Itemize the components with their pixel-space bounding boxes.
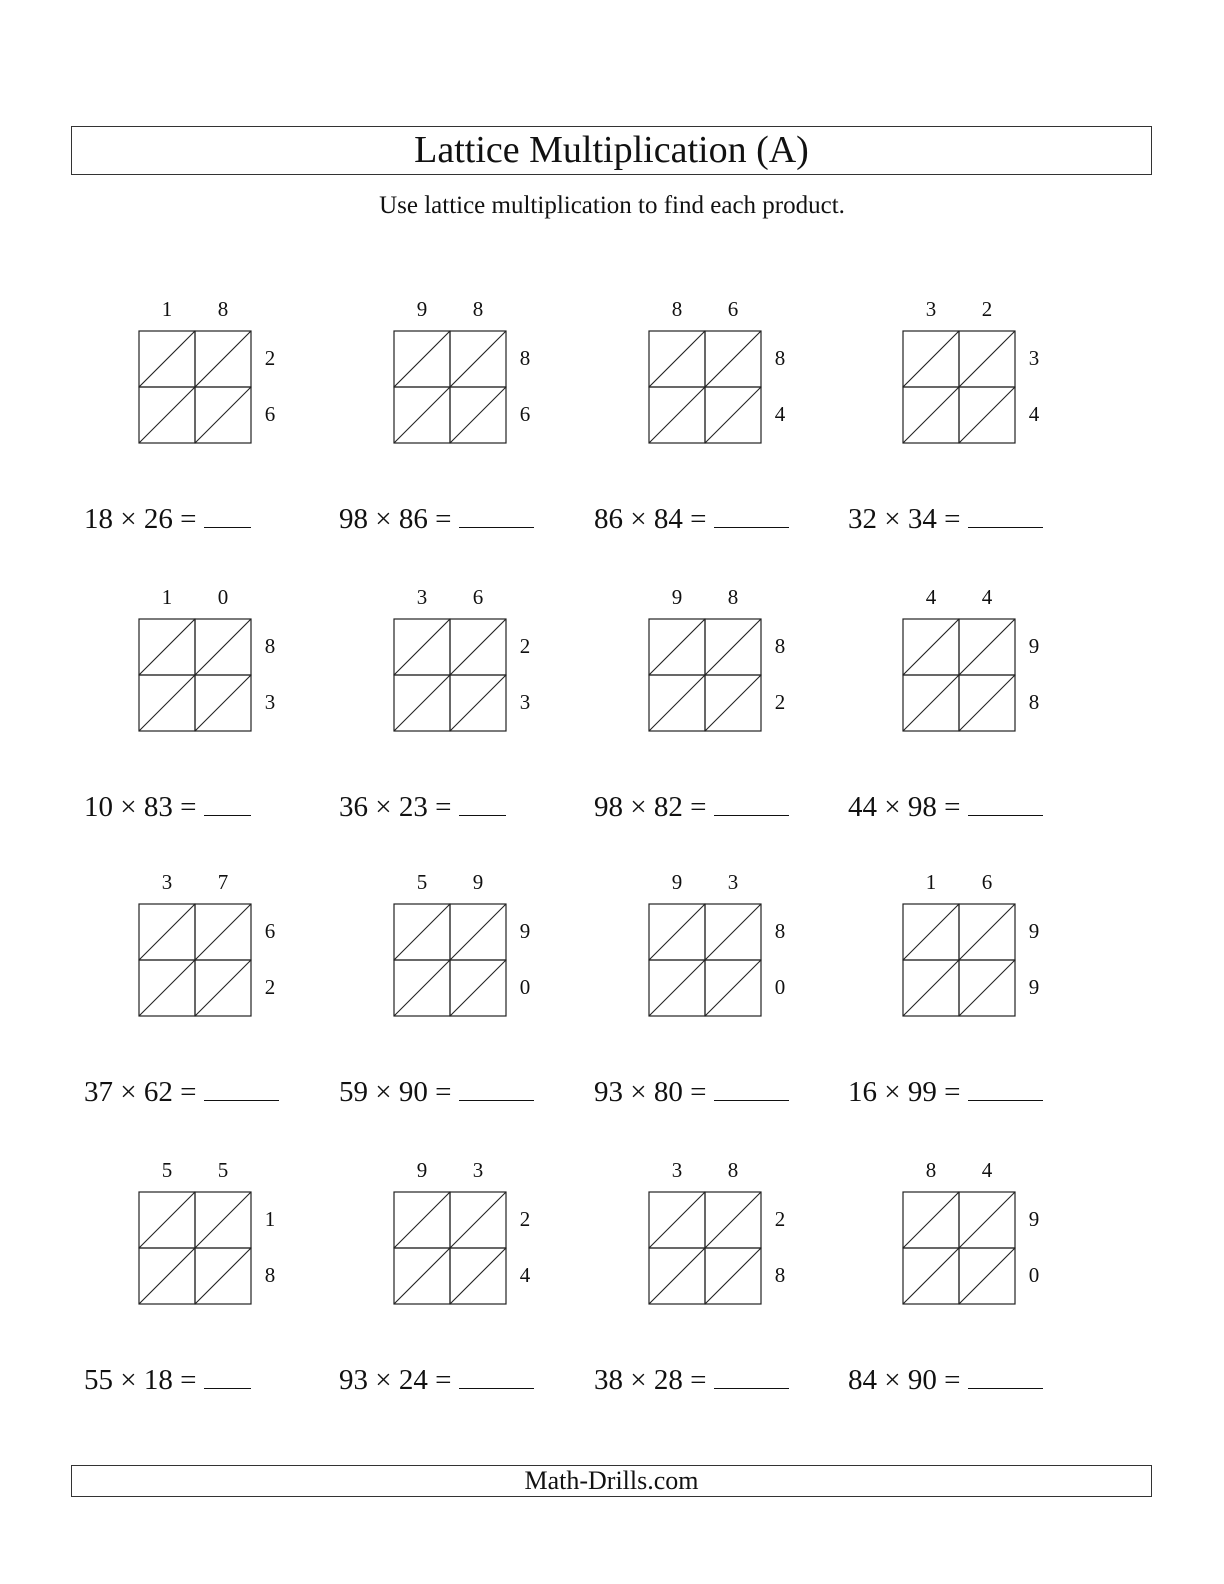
side-digit: 9 <box>1028 634 1040 658</box>
lattice-diagonal <box>450 960 506 1016</box>
lattice-diagonal <box>649 331 705 387</box>
worksheet-instructions: Use lattice multiplication to find each product. <box>379 192 845 219</box>
lattice-diagonal <box>394 1192 450 1248</box>
equation <box>339 501 534 535</box>
equation-text: 18 × 26 = <box>84 503 204 535</box>
answer-blank[interactable] <box>204 1362 251 1389</box>
side-digit: 0 <box>1028 1263 1040 1287</box>
answer-blank[interactable] <box>204 501 251 528</box>
lattice-diagonal <box>139 960 195 1016</box>
side-digit: 8 <box>774 919 786 943</box>
lattice-diagonal <box>450 1248 506 1304</box>
top-digit: 6 <box>981 870 993 894</box>
lattice-diagonal <box>649 675 705 731</box>
top-digit: 0 <box>217 585 229 609</box>
lattice-diagonal <box>394 960 450 1016</box>
top-digit: 9 <box>416 297 428 321</box>
lattice-diagonal <box>959 1192 1015 1248</box>
lattice-grid[interactable] <box>902 1191 1016 1305</box>
side-digit: 8 <box>1028 690 1040 714</box>
top-digit: 8 <box>727 1158 739 1182</box>
lattice-diagonal <box>450 619 506 675</box>
lattice-diagonal <box>649 619 705 675</box>
lattice-diagonal <box>903 675 959 731</box>
lattice-grid[interactable] <box>138 618 252 732</box>
lattice-grid[interactable] <box>648 618 762 732</box>
answer-blank[interactable] <box>968 1074 1043 1101</box>
lattice-diagonal <box>195 960 251 1016</box>
lattice-grid[interactable] <box>648 903 762 1017</box>
worksheet-title: Lattice Multiplication (A) <box>414 129 809 171</box>
equation-text: 37 × 62 = <box>84 1076 204 1108</box>
equation-text: 59 × 90 = <box>339 1076 459 1108</box>
lattice-diagonal <box>959 1248 1015 1304</box>
top-digit: 9 <box>671 585 683 609</box>
top-digit: 6 <box>472 585 484 609</box>
top-digit: 3 <box>416 585 428 609</box>
lattice-grid[interactable] <box>393 330 507 444</box>
top-digit: 9 <box>671 870 683 894</box>
top-digit: 8 <box>217 297 229 321</box>
lattice-diagonal <box>139 331 195 387</box>
lattice-diagonal <box>195 619 251 675</box>
top-digit: 8 <box>472 297 484 321</box>
lattice-diagonal <box>450 904 506 960</box>
side-digit: 2 <box>519 1207 531 1231</box>
lattice-diagonal <box>903 1192 959 1248</box>
equation-text: 84 × 90 = <box>848 1364 968 1396</box>
equation <box>848 501 1043 535</box>
equation-text: 98 × 86 = <box>339 503 459 535</box>
answer-blank[interactable] <box>459 1362 534 1389</box>
side-digit: 8 <box>519 346 531 370</box>
side-digit: 3 <box>264 690 276 714</box>
equation <box>84 789 251 823</box>
side-digit: 9 <box>519 919 531 943</box>
side-digit: 4 <box>774 402 786 426</box>
lattice-diagonal <box>139 904 195 960</box>
equation <box>848 1074 1043 1108</box>
top-digit: 6 <box>727 297 739 321</box>
side-digit: 8 <box>774 1263 786 1287</box>
answer-blank[interactable] <box>968 1362 1043 1389</box>
top-digit: 1 <box>925 870 937 894</box>
lattice-grid[interactable] <box>138 1191 252 1305</box>
lattice-diagonal <box>394 619 450 675</box>
top-digit: 3 <box>671 1158 683 1182</box>
side-digit: 2 <box>774 690 786 714</box>
top-digit: 1 <box>161 585 173 609</box>
lattice-diagonal <box>649 1192 705 1248</box>
side-digit: 8 <box>264 634 276 658</box>
lattice-diagonal <box>450 331 506 387</box>
lattice-diagonal <box>903 387 959 443</box>
equation <box>594 1362 789 1396</box>
top-digit: 3 <box>472 1158 484 1182</box>
lattice-diagonal <box>705 960 761 1016</box>
side-digit: 2 <box>774 1207 786 1231</box>
answer-blank[interactable] <box>204 1074 279 1101</box>
lattice-diagonal <box>705 904 761 960</box>
side-digit: 4 <box>519 1263 531 1287</box>
lattice-diagonal <box>195 904 251 960</box>
side-digit: 0 <box>519 975 531 999</box>
lattice-diagonal <box>394 1248 450 1304</box>
lattice-diagonal <box>450 675 506 731</box>
equation-text: 93 × 24 = <box>339 1364 459 1396</box>
lattice-diagonal <box>394 387 450 443</box>
top-digit: 3 <box>925 297 937 321</box>
lattice-diagonal <box>195 1248 251 1304</box>
equation <box>84 501 251 535</box>
lattice-diagonal <box>139 1192 195 1248</box>
lattice-diagonal <box>139 619 195 675</box>
equation-text: 36 × 23 = <box>339 791 459 823</box>
lattice-grid[interactable] <box>138 330 252 444</box>
equation <box>848 1362 1043 1396</box>
lattice-diagonal <box>959 904 1015 960</box>
worksheet-title-box <box>71 126 1152 175</box>
lattice-grid[interactable] <box>393 1191 507 1305</box>
equation-text: 93 × 80 = <box>594 1076 714 1108</box>
answer-blank[interactable] <box>714 1074 789 1101</box>
equation <box>594 1074 789 1108</box>
lattice-grid[interactable] <box>902 618 1016 732</box>
equation-text: 16 × 99 = <box>848 1076 968 1108</box>
side-digit: 9 <box>1028 1207 1040 1231</box>
top-digit: 5 <box>416 870 428 894</box>
lattice-diagonal <box>649 387 705 443</box>
side-digit: 1 <box>264 1207 276 1231</box>
equation <box>848 789 1043 823</box>
answer-blank[interactable] <box>714 1362 789 1389</box>
side-digit: 8 <box>774 346 786 370</box>
side-digit: 9 <box>1028 919 1040 943</box>
lattice-diagonal <box>959 619 1015 675</box>
lattice-diagonal <box>903 331 959 387</box>
top-digit: 5 <box>217 1158 229 1182</box>
lattice-grid[interactable] <box>393 903 507 1017</box>
side-digit: 8 <box>264 1263 276 1287</box>
side-digit: 2 <box>519 634 531 658</box>
lattice-diagonal <box>705 331 761 387</box>
lattice-diagonal <box>705 619 761 675</box>
top-digit: 8 <box>727 585 739 609</box>
equation <box>594 501 789 535</box>
top-digit: 7 <box>217 870 229 894</box>
side-digit: 3 <box>1028 346 1040 370</box>
side-digit: 2 <box>264 346 276 370</box>
lattice-diagonal <box>903 1248 959 1304</box>
lattice-grid[interactable] <box>902 330 1016 444</box>
top-digit: 8 <box>925 1158 937 1182</box>
answer-blank[interactable] <box>714 501 789 528</box>
equation-text: 55 × 18 = <box>84 1364 204 1396</box>
lattice-diagonal <box>959 331 1015 387</box>
answer-blank[interactable] <box>459 501 534 528</box>
equation <box>339 1362 534 1396</box>
side-digit: 6 <box>264 919 276 943</box>
lattice-grid[interactable] <box>902 903 1016 1017</box>
equation-text: 86 × 84 = <box>594 503 714 535</box>
side-digit: 6 <box>264 402 276 426</box>
answer-blank[interactable] <box>204 789 251 816</box>
lattice-grid[interactable] <box>393 618 507 732</box>
top-digit: 4 <box>981 1158 993 1182</box>
lattice-diagonal <box>705 1192 761 1248</box>
top-digit: 2 <box>981 297 993 321</box>
lattice-diagonal <box>195 331 251 387</box>
lattice-diagonal <box>394 675 450 731</box>
lattice-diagonal <box>705 1248 761 1304</box>
top-digit: 3 <box>161 870 173 894</box>
lattice-diagonal <box>139 387 195 443</box>
answer-blank[interactable] <box>714 789 789 816</box>
lattice-diagonal <box>705 387 761 443</box>
equation-text: 10 × 83 = <box>84 791 204 823</box>
side-digit: 3 <box>519 690 531 714</box>
lattice-diagonal <box>959 960 1015 1016</box>
equation <box>84 1074 279 1108</box>
lattice-diagonal <box>195 387 251 443</box>
lattice-grid[interactable] <box>138 903 252 1017</box>
top-digit: 3 <box>727 870 739 894</box>
lattice-diagonal <box>903 904 959 960</box>
answer-blank[interactable] <box>968 501 1043 528</box>
top-digit: 8 <box>671 297 683 321</box>
top-digit: 5 <box>161 1158 173 1182</box>
equation-text: 98 × 82 = <box>594 791 714 823</box>
lattice-grid[interactable] <box>648 330 762 444</box>
lattice-diagonal <box>649 904 705 960</box>
side-digit: 4 <box>1028 402 1040 426</box>
side-digit: 8 <box>774 634 786 658</box>
lattice-diagonal <box>705 675 761 731</box>
lattice-diagonal <box>959 387 1015 443</box>
equation <box>339 789 506 823</box>
lattice-diagonal <box>139 675 195 731</box>
top-digit: 9 <box>472 870 484 894</box>
footer-text: Math-Drills.com <box>524 1466 699 1495</box>
equation <box>84 1362 251 1396</box>
lattice-diagonal <box>903 619 959 675</box>
side-digit: 9 <box>1028 975 1040 999</box>
lattice-diagonal <box>195 675 251 731</box>
answer-blank[interactable] <box>459 1074 534 1101</box>
lattice-diagonal <box>959 675 1015 731</box>
lattice-diagonal <box>903 960 959 1016</box>
answer-blank[interactable] <box>459 789 506 816</box>
top-digit: 4 <box>925 585 937 609</box>
lattice-grid[interactable] <box>648 1191 762 1305</box>
answer-blank[interactable] <box>968 789 1043 816</box>
equation-text: 32 × 34 = <box>848 503 968 535</box>
side-digit: 2 <box>264 975 276 999</box>
lattice-diagonal <box>195 1192 251 1248</box>
top-digit: 4 <box>981 585 993 609</box>
top-digit: 9 <box>416 1158 428 1182</box>
equation <box>594 789 789 823</box>
equation <box>339 1074 534 1108</box>
lattice-diagonal <box>394 331 450 387</box>
lattice-diagonal <box>649 960 705 1016</box>
lattice-diagonal <box>450 387 506 443</box>
lattice-diagonal <box>139 1248 195 1304</box>
lattice-diagonal <box>450 1192 506 1248</box>
lattice-diagonal <box>394 904 450 960</box>
lattice-diagonal <box>649 1248 705 1304</box>
equation-text: 38 × 28 = <box>594 1364 714 1396</box>
side-digit: 0 <box>774 975 786 999</box>
top-digit: 1 <box>161 297 173 321</box>
equation-text: 44 × 98 = <box>848 791 968 823</box>
side-digit: 6 <box>519 402 531 426</box>
footer-box <box>71 1465 1152 1497</box>
